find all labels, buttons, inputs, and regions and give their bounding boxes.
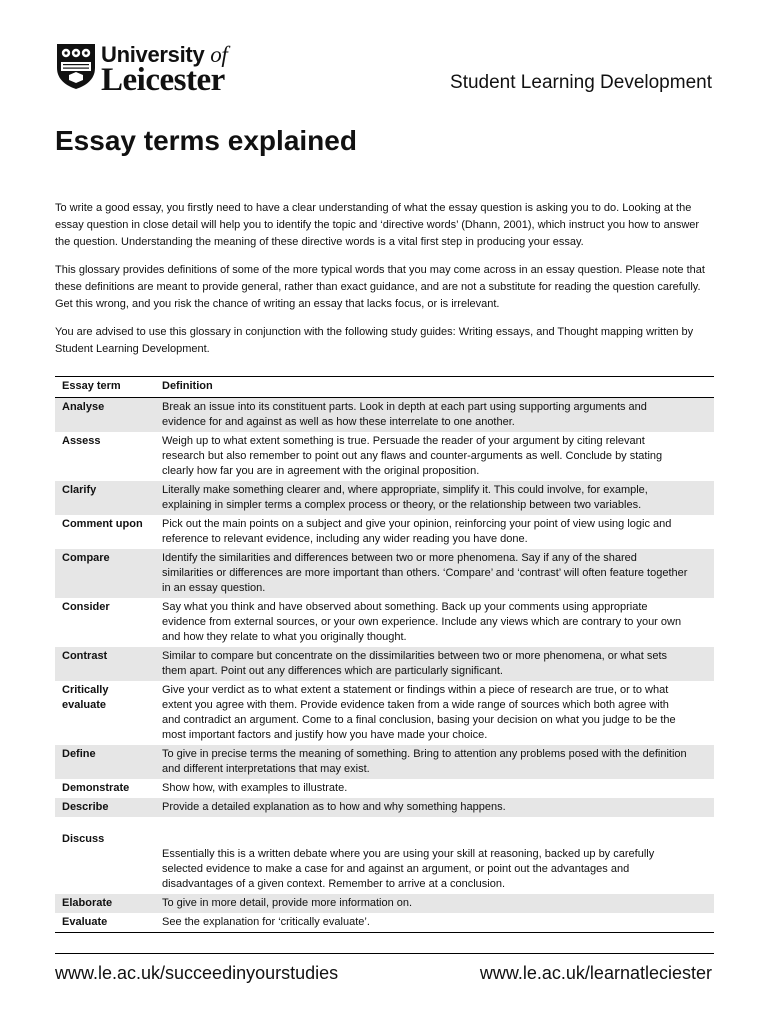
definition-cell: Say what you think and have observed about something. Back up your comments using appropriate evidence from external sources, or your own experience. Include any views which are contrary to your own and how they relate to what you originally thought. [162,601,682,643]
definition-cell: Weigh up to what extent something is true. Persuade the reader of your argument by citing relevant research but also remember to point out any flaws and counter-arguments as well. Conclude by stating clearly how far you are in agreement with the original proposition. [162,435,663,477]
table-header-row [55,377,714,398]
intro-paragraph: To write a good essay, you firstly need to have a clear understanding of what the essay question is asking you to do. Looking at the essay question in close detail will help you to identify the topic and ‘directive words’ (Dhann, 2001), which instruct you how to answer the question. Understanding the meaning of these directive words is a vital first step in producing your essay. [55,202,700,248]
table-row [55,515,714,549]
definition-cell: Give your verdict as to what extent a statement or findings within a piece of research are true, or to what extent you agree with them. Provide evidence taken from a wide range of sources which both agree with and contradict an argument. Come to a final conclusion, basing your decision on what you judge to be the most important factors and justify how you have made your choice. [162,684,676,741]
logo-university-word: University [101,42,205,67]
table-row [55,647,714,681]
term-cell: Clarify [62,484,97,496]
university-logo [55,42,228,97]
definition-cell: See the explanation for ‘critically evaluate’. [162,916,370,928]
term-line: Critically [62,684,109,696]
page-title: Essay terms explained [55,125,357,156]
term-cell: Evaluate [62,916,108,928]
definition-cell: Show how, with examples to illustrate. [162,782,348,794]
intro-paragraph: This glossary provides definitions of some of the more typical words that you may come across in an essay question. Please note that these definitions are meant to provide general, rather than exact guidance, and are not a substitute for reading the question carefully. Get this wrong, and you risk the chance of writing an essay that lacks focus, or is irrelevant. [55,264,705,310]
term-cell [55,683,151,743]
logo-of-word: of [210,42,228,67]
footer-divider [55,953,714,954]
table-row [55,798,714,817]
term-cell: Define [62,748,96,760]
table-row [55,598,714,647]
footer-link-learn[interactable]: www.le.ac.uk/learnatleciester [479,963,712,983]
table-row [55,398,714,432]
table-row [55,549,714,598]
intro-paragraph: You are advised to use this glossary in conjunction with the following study guides: Writing essays, and Thought mapping written by Student Learning Development. [55,326,694,355]
term-cell: Discuss [62,833,105,845]
term-cell: Contrast [62,650,108,662]
definition-cell: Essentially this is a written debate where you are using your skill at reasoning, backed up by carefully selected evidence to make a case for and against an argument, or point out the advantages and disadvantages of a given context. Remember to arrive at a conclusion. [162,848,655,890]
term-cell: Consider [62,601,110,613]
term-cell: Assess [62,435,101,447]
definition-cell: Pick out the main points on a subject and give your opinion, reinforcing your point of view using logic and reference to relevant evidence, including any wider reading you have done. [162,518,672,545]
definition-cell: Provide a detailed explanation as to how and why something happens. [162,801,506,813]
definition-cell: Similar to compare but concentrate on the dissimilarities between two or more phenomena, or what sets them apart. Point out any differences which are particularly significant. [162,650,668,677]
table-row [55,894,714,913]
department-name: Student Learning Development [450,72,712,93]
table-row [55,913,714,932]
term-cell: Describe [62,801,109,813]
term-cell: Analyse [62,401,105,413]
table-row [55,481,714,515]
term-cell: Elaborate [62,897,113,909]
term-cell: Demonstrate [62,782,130,794]
term-cell: Compare [62,552,110,564]
footer-link-studies[interactable]: www.le.ac.uk/succeedinyourstudies [55,963,339,983]
column-header-term: Essay term [62,380,121,392]
glossary-table [55,376,714,933]
definition-cell: To give in precise terms the meaning of something. Bring to attention any problems posed with the definition and different interpretations that may exist. [162,748,687,775]
column-header-definition: Definition [162,380,213,392]
crest-icon [55,42,97,90]
term-line: evaluate [62,699,107,711]
table-row [55,745,714,779]
logo-leicester-word: Leicester [101,62,225,98]
logo-wordmark [101,42,228,97]
definition-cell: To give in more detail, provide more information on. [162,897,413,909]
table-row [55,681,714,745]
definition-cell: Literally make something clearer and, where appropriate, simplify it. This could involve, for example, explaining in simpler terms a complex process or theory, or the relationship between two variables. [162,484,648,511]
definition-cell: Identify the similarities and differences between two or more phenomena. Say if any of the shared similarities or differences are more important than others. ‘Compare’ and ‘contrast’ will often feature together in an essay question. [162,552,688,594]
table-row [55,779,714,798]
table-row [55,432,714,481]
definition-cell: Break an issue into its constituent parts. Look in depth at each part using supporting arguments and evidence for and against as well as how these interrelate to one another. [162,401,647,428]
term-cell: Comment upon [62,518,143,530]
intro-section [55,200,715,369]
table-row [55,817,714,894]
